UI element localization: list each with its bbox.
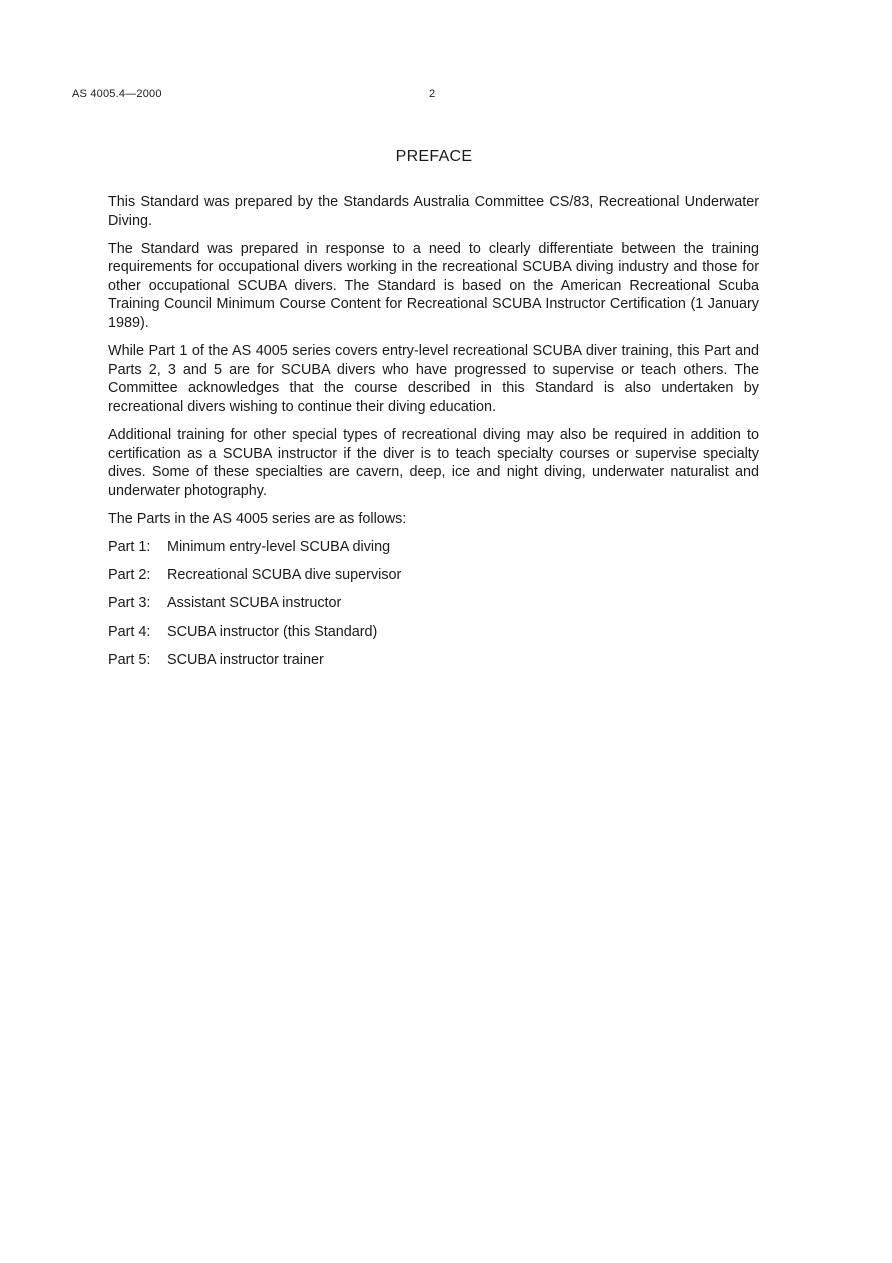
part-number: Part 2: xyxy=(108,567,151,584)
part-number: Part 3: xyxy=(108,595,151,612)
part-number: Part 5: xyxy=(108,651,151,668)
paragraph: This Standard was prepared by the Standards Australia Committee CS/83, Recreational Underwater Diving. xyxy=(108,194,759,229)
part-number: Part 1: xyxy=(108,539,151,555)
list-item xyxy=(108,566,759,585)
part-title: SCUBA instructor (this Standard) xyxy=(167,623,378,640)
paragraph: While Part 1 of the AS 4005 series covers entry-level recreational SCUBA diver training, this Part and Parts 2, 3 and 5 are for SCUBA divers who have progressed to supervise or teach others. The Committee acknowledges that the course described in this Standard is also undertaken by recreational divers wishing to continue their diving education. xyxy=(108,343,759,415)
part-title: SCUBA instructor trainer xyxy=(167,651,324,668)
part-number: Part 4: xyxy=(108,623,151,640)
part-title: Minimum entry-level SCUBA diving xyxy=(167,539,391,555)
paragraph: The Standard was prepared in response to a need to clearly differentiate between the training requirements for occupational divers working in the recreational SCUBA diving industry and those for other occupational SCUBA divers. The Standard is based on the American Recreational Scuba Training Council Minimum Course Content for Recreational SCUBA Instructor Certification (1 January 1989). xyxy=(108,240,759,332)
part-title: Assistant SCUBA instructor xyxy=(167,595,342,612)
document-id: AS 4005.4—2000 xyxy=(72,88,162,100)
list-item xyxy=(108,594,759,613)
paragraph: The Parts in the AS 4005 series are as follows: xyxy=(108,510,407,527)
page-number: 2 xyxy=(429,88,436,100)
list-item xyxy=(108,651,759,670)
list-item xyxy=(108,623,759,642)
list-item xyxy=(108,538,759,557)
part-title: Recreational SCUBA dive supervisor xyxy=(167,567,402,584)
section-title: PREFACE xyxy=(395,148,473,165)
preface-body xyxy=(108,193,759,679)
paragraph: Additional training for other special types of recreational diving may also be required in addition to certification as a SCUBA instructor if the diver is to teach specialty courses or supervise specialty dives. Some of these specialties are cavern, deep, ice and night diving, underwater naturalist and underwater photography. xyxy=(108,427,759,499)
